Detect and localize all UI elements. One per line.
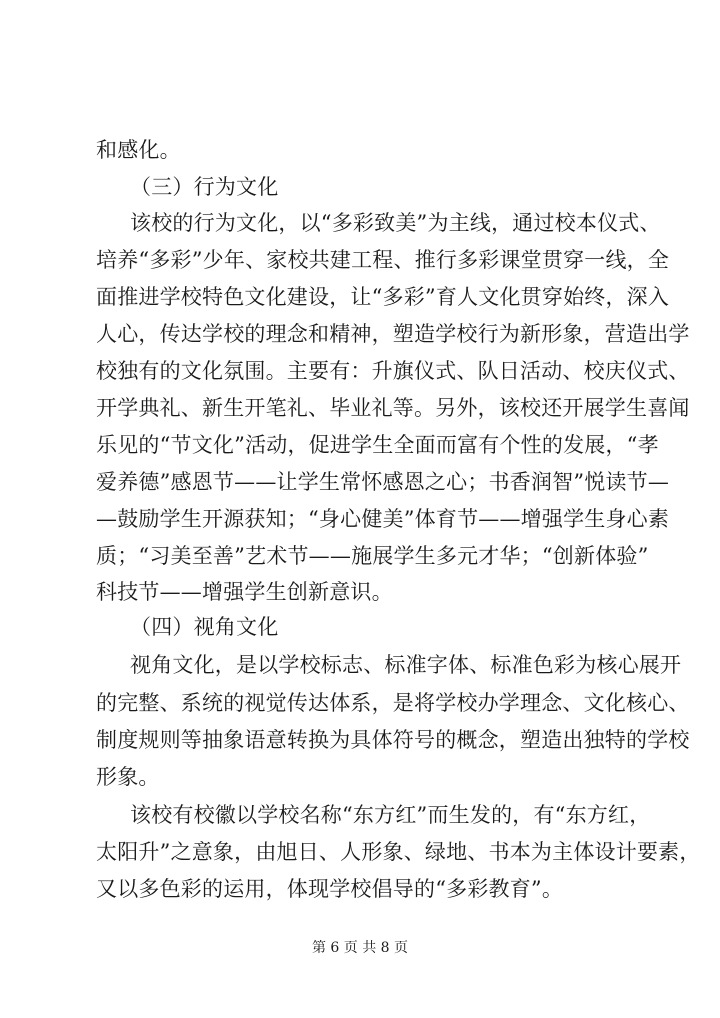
text-line: 该校的行为文化，以“多彩致美”为主线，通过校本仪式、 — [130, 211, 661, 235]
text-line: 开学典礼、新生开笔礼、毕业礼等。另外，该校还开展学生喜闻 — [96, 396, 690, 420]
text-line: 该校有校徽以学校名称“东方红”而生发的，有“东方红， — [130, 803, 651, 827]
text-line: 科技节——增强学生创新意识。 — [96, 580, 393, 604]
text-line: 人心，传达学校的理念和精神，塑造学校行为新形象，营造出学 — [96, 322, 690, 346]
text-line: 的完整、系统的视觉传达体系，是将学校办学理念、文化核心、 — [96, 691, 690, 715]
text-line: 面推进学校特色文化建设，让“多彩”育人文化贯穿始终，深入 — [96, 285, 670, 309]
section-heading-visual: （四）视角文化 — [130, 615, 279, 639]
text-line: 乐见的“节文化”活动，促进学生全面而富有个性的发展，“孝 — [96, 433, 659, 457]
text-line: 校独有的文化氛围。主要有：升旗仪式、队日活动、校庆仪式、 — [96, 359, 690, 383]
section-heading-behavior: （三）行为文化 — [130, 175, 279, 199]
text-line: 太阳升”之意象，由旭日、人形象、绿地、书本为主体设计要素， — [96, 840, 701, 864]
text-line: 爱养德”感恩节——让学生常怀感恩之心；书香润智”悦读节— — [96, 470, 670, 494]
text-line: 形象。 — [96, 765, 160, 789]
text-line: 又以多色彩的运用，体现学校倡导的“多彩教育”。 — [96, 877, 564, 901]
text-line: 制度规则等抽象语意转换为具体符号的概念，塑造出独特的学校 — [96, 728, 690, 752]
text-line: 和感化。 — [96, 138, 181, 162]
text-line: 视角文化，是以学校标志、标准字体、标准色彩为核心展开 — [130, 653, 682, 677]
text-line: —鼓励学生开源获知；“身心健美”体育节——增强学生身心素 — [96, 507, 670, 531]
text-line: 培养“多彩”少年、家校共建工程、推行多彩课堂贯穿一线，全 — [96, 248, 670, 272]
text-line: 质；“习美至善”艺术节——施展学生多元才华；“创新体验” — [96, 544, 649, 568]
page-number-footer: 第 6 页 共 8 页 — [311, 940, 409, 956]
